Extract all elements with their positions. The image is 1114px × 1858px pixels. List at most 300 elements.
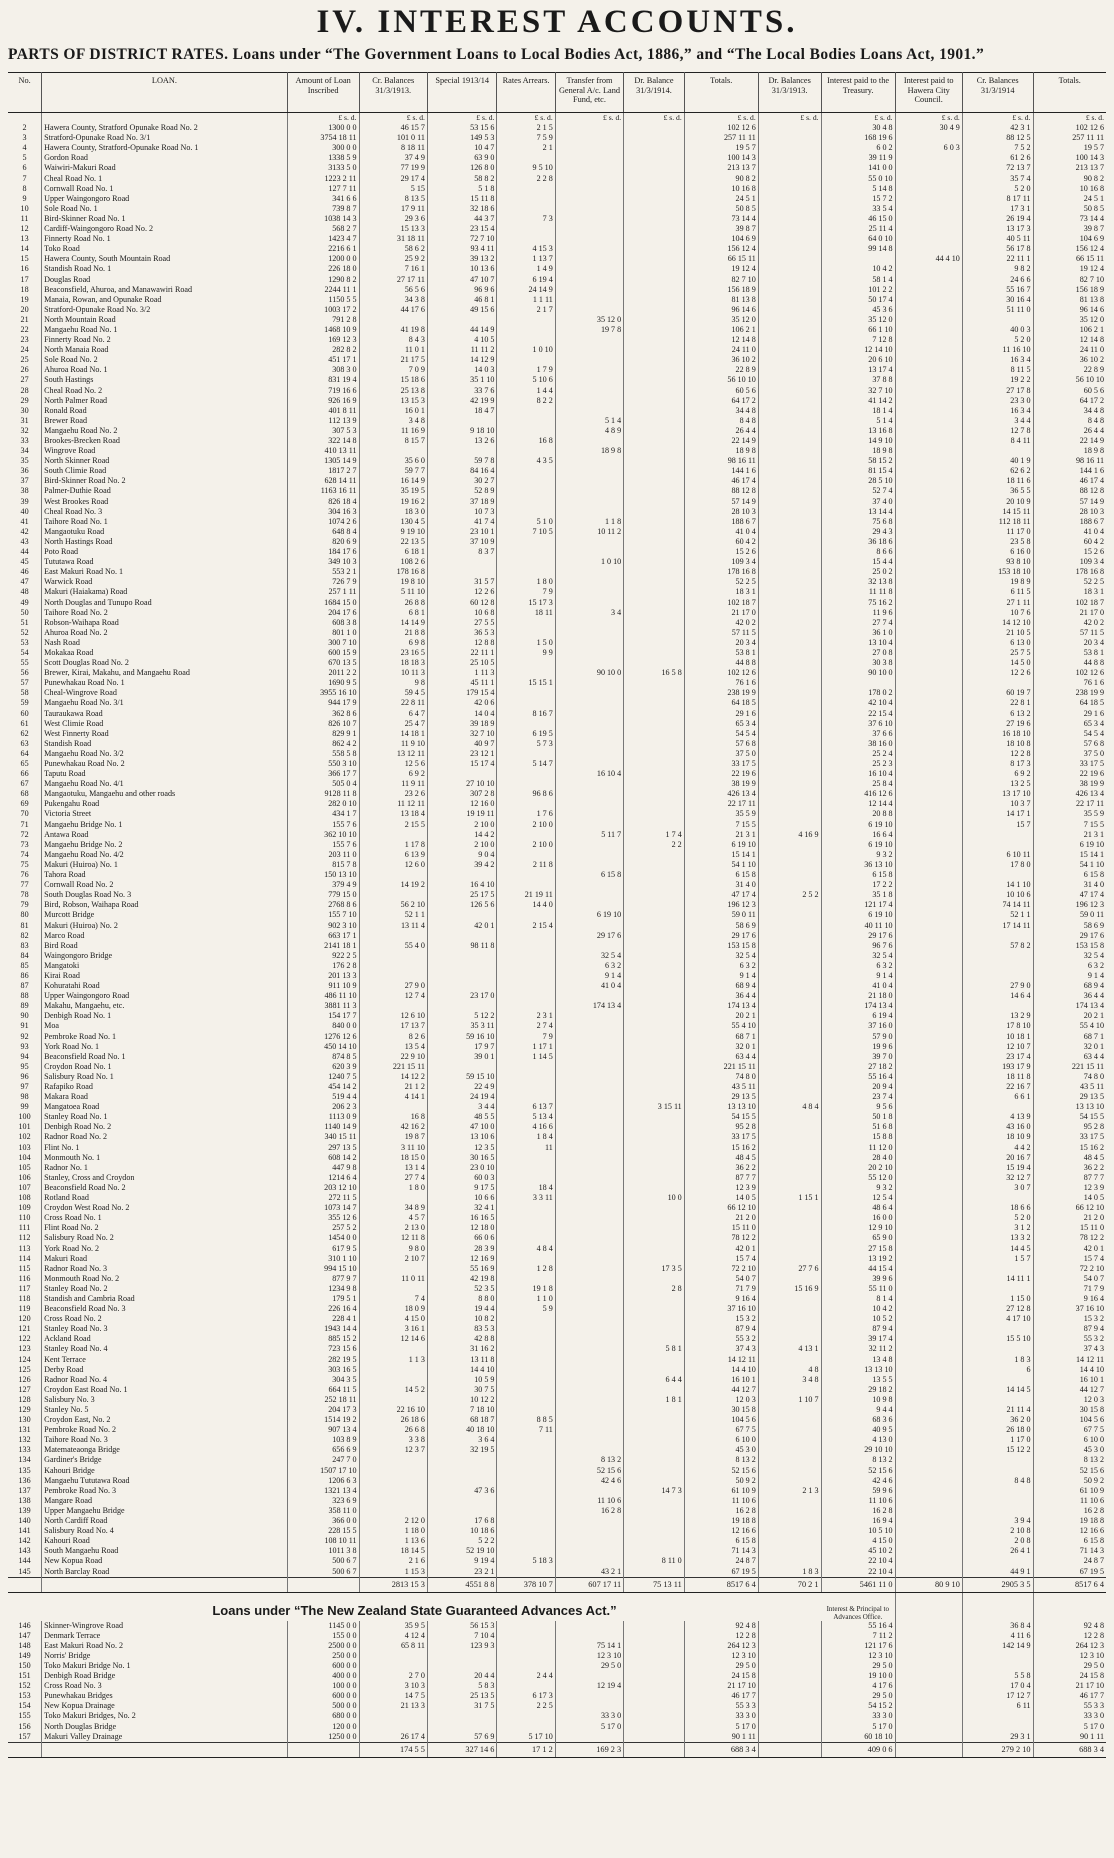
amount-cell: [758, 709, 821, 719]
amount-cell: 12 3 5: [427, 1143, 497, 1153]
amount-cell: 58 1 4: [821, 275, 895, 285]
amount-cell: 14 4 10: [1079, 1364, 1104, 1374]
amount-cell: 10 18 6: [427, 1526, 497, 1536]
amount-cell: 25 4 7: [359, 719, 427, 729]
amount-cell: 282 0 10: [287, 799, 359, 809]
amount-cell: 11: [497, 1143, 555, 1153]
amount-cell: 304 16 3: [287, 507, 359, 517]
loan-name: Bird-Skinner Road No. 1: [42, 214, 288, 224]
amount-cell: 4 13 9: [962, 1112, 1033, 1122]
amount-cell: [758, 577, 821, 587]
row-number: 31: [8, 416, 42, 426]
amount-cell: 15 18 6: [359, 375, 427, 385]
amount-cell: 18 15 0: [359, 1153, 427, 1163]
loan-name: [42, 1742, 288, 1757]
amount-cell: 14 18 1: [359, 729, 427, 739]
amount-cell: 257 11 11: [684, 133, 758, 143]
amount-cell: [497, 1476, 555, 1486]
amount-cell: 1 10 7: [758, 1395, 821, 1405]
amount-cell: 76 1 6: [1083, 678, 1104, 688]
amount-cell: 6 19 10: [821, 840, 895, 850]
amount-cell: [758, 820, 821, 830]
row-number: 52: [8, 628, 42, 638]
amount-cell: [497, 1661, 555, 1671]
amount-cell: 2 15 4: [497, 921, 555, 931]
amount-cell: [962, 840, 1033, 850]
amount-cell: [624, 486, 685, 496]
amount-cell: [624, 224, 685, 234]
amount-cell: 26 6 8: [359, 1425, 427, 1435]
table-row: [8, 991, 1106, 1001]
loan-name: Mangaehu Road No. 2: [42, 426, 288, 436]
amount-cell: 2 7 4: [497, 1021, 555, 1031]
amount-cell: [497, 658, 555, 668]
amount-cell: 56 5 6: [359, 285, 427, 295]
amount-cell: 10 6 8: [427, 608, 497, 618]
amount-cell: 45 3 0: [684, 1445, 758, 1455]
amount-cell: [555, 295, 623, 305]
amount-cell: 19 19 11: [427, 809, 497, 819]
amount-cell: 1003 17 2: [287, 305, 359, 315]
row-number: 146: [8, 1621, 42, 1631]
loan-name: Radnor No. 1: [42, 1163, 288, 1173]
amount-cell: 24 15 8: [1079, 1671, 1104, 1681]
table-row: [8, 133, 1106, 143]
amount-cell: 1206 6 3: [287, 1476, 359, 1486]
loan-name: North Palmer Road: [42, 396, 288, 406]
amount-cell: [758, 598, 821, 608]
amount-cell: 54 0 7: [684, 1274, 758, 1284]
amount-cell: [758, 1274, 821, 1284]
amount-cell: [555, 688, 623, 698]
row-number: 121: [8, 1324, 42, 1334]
amount-cell: [895, 275, 962, 285]
row-number: 125: [8, 1365, 42, 1375]
loan-name: Robson-Waihapa Road: [42, 618, 288, 628]
amount-cell: [895, 1445, 962, 1455]
amount-cell: [895, 961, 962, 971]
amount-cell: 12 7 8: [962, 426, 1033, 436]
loan-name: Punewhakau Road No. 2: [42, 759, 288, 769]
row-number: 94: [8, 1052, 42, 1062]
amount-cell: 12 3 10: [555, 1651, 623, 1661]
table-row: [8, 981, 1106, 991]
amount-cell: [758, 1122, 821, 1132]
loan-name: Monmouth No. 1: [42, 1153, 288, 1163]
amount-cell: 5 17 0: [1083, 1721, 1104, 1731]
amount-cell: 60 5 6: [684, 386, 758, 396]
amount-cell: 10 12 2: [427, 1395, 497, 1405]
amount-cell: 59 7 8: [427, 456, 497, 466]
amount-cell: 44 12 7: [684, 1385, 758, 1395]
amount-cell: 11 9 10: [359, 739, 427, 749]
amount-cell: [758, 285, 821, 295]
loan-name: Flint No. 1: [42, 1143, 288, 1153]
row-number: 12: [8, 224, 42, 234]
amount-cell: 32 19 5: [427, 1445, 497, 1455]
amount-cell: [497, 1213, 555, 1223]
amount-cell: 9 3 2: [821, 1183, 895, 1193]
amount-cell: [555, 1415, 623, 1425]
row-number: 82: [8, 931, 42, 941]
amount-cell: 57 6 9: [427, 1732, 497, 1743]
amount-cell: [962, 1722, 1033, 1732]
loan-name: Moa: [42, 1021, 288, 1031]
amount-cell: [962, 1284, 1033, 1294]
amount-cell: 4 12 4: [359, 1631, 427, 1641]
amount-cell: [895, 749, 962, 759]
table-row: [8, 1092, 1106, 1102]
amount-cell: [497, 446, 555, 456]
amount-cell: [624, 1526, 685, 1536]
amount-cell: 15 11 0: [684, 1223, 758, 1233]
amount-cell: 1240 7 5: [287, 1072, 359, 1082]
amount-cell: 16 18 10: [962, 729, 1033, 739]
amount-cell: 6 4 4: [624, 1375, 685, 1385]
amount-cell: [895, 1526, 962, 1536]
amount-cell: 63 4 4: [684, 1052, 758, 1062]
amount-cell: 4 13 1: [758, 1344, 821, 1354]
amount-cell: 1250 0 0: [287, 1732, 359, 1743]
amount-cell: [359, 1344, 427, 1354]
amount-cell: 37 16 0: [821, 1021, 895, 1031]
row-number: 133: [8, 1445, 42, 1455]
amount-cell: 434 1 7: [287, 809, 359, 819]
amount-cell: [555, 406, 623, 416]
amount-cell: 11 12 0: [821, 1143, 895, 1153]
amount-cell: 27 19 6: [962, 719, 1033, 729]
amount-cell: 65 3 4: [1083, 718, 1104, 728]
amount-cell: [497, 1445, 555, 1455]
row-number: 50: [8, 608, 42, 618]
amount-cell: 39 4 2: [427, 860, 497, 870]
column-header: No.: [8, 73, 42, 113]
amount-cell: 29 17 6: [821, 931, 895, 941]
loan-name: Brewer Road: [42, 416, 288, 426]
row-number: 102: [8, 1132, 42, 1142]
amount-cell: [758, 971, 821, 981]
amount-cell: 68 7 1: [1083, 1031, 1104, 1041]
amount-cell: 42 19 8: [427, 1274, 497, 1284]
amount-cell: 17 8 10: [962, 1021, 1033, 1031]
amount-cell: [624, 1536, 685, 1546]
amount-cell: [555, 476, 623, 486]
amount-cell: [555, 1294, 623, 1304]
amount-cell: 92 4 8: [1083, 1620, 1104, 1630]
amount-cell: 10 11 3: [359, 668, 427, 678]
amount-cell: 10 5 10: [821, 1526, 895, 1536]
amount-cell: [895, 1567, 962, 1578]
amount-cell: 620 3 9: [287, 1062, 359, 1072]
row-number: 35: [8, 456, 42, 466]
amount-cell: [555, 678, 623, 688]
amount-cell: [624, 275, 685, 285]
amount-cell: [497, 325, 555, 335]
table-row: [8, 1661, 1106, 1671]
amount-cell: 7 11 2: [821, 1631, 895, 1641]
amount-cell: [624, 1516, 685, 1526]
amount-cell: 168 19 6: [821, 133, 895, 143]
loan-name: Croydon East Road No. 1: [42, 1385, 288, 1395]
amount-cell: 1507 17 10: [287, 1466, 359, 1476]
amount-cell: 90 10 0: [821, 668, 895, 678]
row-number: 32: [8, 426, 42, 436]
amount-cell: [895, 1001, 962, 1011]
loan-name: Hawera County, Stratford Opunake Road No. 2: [42, 123, 288, 133]
amount-cell: 21 13 3: [359, 1701, 427, 1711]
table-row: [8, 1264, 1106, 1274]
amount-cell: [758, 1445, 821, 1455]
amount-cell: 156 18 9: [684, 285, 758, 295]
amount-cell: [624, 416, 685, 426]
amount-cell: 19 18 8: [684, 1516, 758, 1526]
amount-cell: 6: [962, 1365, 1033, 1375]
loan-name: Standish Road: [42, 739, 288, 749]
table-row: [8, 163, 1106, 173]
amount-cell: [895, 214, 962, 224]
amount-cell: 5 2 0: [962, 184, 1033, 194]
amount-cell: 2 2 8: [497, 174, 555, 184]
row-number: 119: [8, 1304, 42, 1314]
amount-cell: [624, 1355, 685, 1365]
amount-cell: [895, 1355, 962, 1365]
amount-cell: 54 1 10: [684, 860, 758, 870]
amount-cell: 100 14 3: [1075, 153, 1104, 163]
amount-cell: [758, 1415, 821, 1425]
amount-cell: 13 3 2: [962, 1233, 1033, 1243]
amount-cell: 31 7 5: [427, 1701, 497, 1711]
row-number: 15: [8, 254, 42, 264]
amount-cell: [555, 1163, 623, 1173]
amount-cell: 33 3 0: [1083, 1711, 1104, 1721]
amount-cell: [624, 466, 685, 476]
amount-cell: [895, 1274, 962, 1284]
amount-cell: 362 8 6: [287, 709, 359, 719]
amount-cell: [758, 1223, 821, 1233]
amount-cell: 994 15 10: [287, 1264, 359, 1274]
amount-cell: 24 6 6: [962, 275, 1033, 285]
amount-cell: [359, 971, 427, 981]
amount-cell: 39 11 9: [821, 153, 895, 163]
amount-cell: [555, 789, 623, 799]
amount-cell: [895, 658, 962, 668]
currency-unit: £ s. d.: [895, 113, 962, 124]
amount-cell: 3 4 8: [359, 416, 427, 426]
loan-name: Mokakaa Road: [42, 648, 288, 658]
amount-cell: 21 17 0: [684, 608, 758, 618]
amount-cell: 33 17 5: [1079, 759, 1104, 768]
row-number: 104: [8, 1153, 42, 1163]
amount-cell: 72 2 10: [684, 1264, 758, 1274]
amount-cell: 4 3 5: [497, 456, 555, 466]
amount-cell: 27 9 0: [962, 981, 1033, 991]
amount-cell: 14 5 2: [359, 1385, 427, 1395]
amount-cell: 52 15 6: [821, 1466, 895, 1476]
row-number: 96: [8, 1072, 42, 1082]
amount-cell: 21 2 0: [1083, 1213, 1104, 1223]
totals-row: [8, 1577, 1106, 1592]
amount-cell: [895, 1365, 962, 1375]
amount-cell: [555, 365, 623, 375]
amount-cell: 341 6 6: [287, 194, 359, 204]
amount-cell: 18 3 0: [359, 507, 427, 517]
loan-name: Scott Douglas Road No. 2: [42, 658, 288, 668]
amount-cell: [895, 809, 962, 819]
row-number: 81: [8, 921, 42, 931]
amount-cell: 7 15 5: [684, 820, 758, 830]
amount-cell: [895, 719, 962, 729]
amount-cell: 21 11 4: [962, 1405, 1033, 1415]
amount-cell: 505 0 4: [287, 779, 359, 789]
amount-cell: 6 3 2: [1087, 960, 1104, 970]
amount-cell: [555, 234, 623, 244]
amount-cell: [895, 648, 962, 658]
amount-cell: 739 8 7: [287, 204, 359, 214]
amount-cell: 72 2 10: [1079, 1263, 1104, 1273]
amount-cell: 58 6 9: [1083, 920, 1104, 930]
amount-cell: [895, 1661, 962, 1671]
amount-cell: 90 1 11: [684, 1732, 758, 1743]
amount-cell: 66 1 10: [821, 325, 895, 335]
amount-cell: [624, 577, 685, 587]
amount-cell: 12 9 10: [821, 1223, 895, 1233]
amount-cell: [624, 1661, 685, 1671]
amount-cell: [624, 174, 685, 184]
amount-cell: [427, 971, 497, 981]
amount-cell: 5 17 0: [684, 1722, 758, 1732]
row-number: 132: [8, 1435, 42, 1445]
amount-cell: 42 0 2: [1083, 617, 1104, 627]
amount-cell: 17 1 2: [497, 1742, 555, 1757]
amount-cell: 81 13 8: [1079, 294, 1104, 304]
amount-cell: 71 7 9: [684, 1284, 758, 1294]
amount-cell: 33 17 5: [1079, 1132, 1104, 1142]
row-number: 106: [8, 1173, 42, 1183]
loan-name: West Climie Road: [42, 719, 288, 729]
amount-cell: 15 7 2: [821, 194, 895, 204]
amount-cell: 2244 11 1: [287, 285, 359, 295]
amount-cell: 16 2 8: [555, 1506, 623, 1516]
amount-cell: [758, 123, 821, 133]
loan-name: Finnerty Road No. 1: [42, 234, 288, 244]
amount-cell: 9 17 5: [427, 1183, 497, 1193]
table-row: [8, 1732, 1106, 1743]
table-row: [8, 1445, 1106, 1455]
amount-cell: 3 4: [555, 608, 623, 618]
amount-cell: [758, 1455, 821, 1465]
amount-cell: 108 2 6: [359, 557, 427, 567]
amount-cell: 32 5 4: [821, 951, 895, 961]
row-number: 140: [8, 1516, 42, 1526]
amount-cell: [758, 931, 821, 941]
amount-cell: 17 12 7: [962, 1691, 1033, 1701]
amount-cell: [497, 537, 555, 547]
loan-name: Marco Road: [42, 931, 288, 941]
amount-cell: 558 5 8: [287, 749, 359, 759]
amount-cell: 5 17 0: [555, 1722, 623, 1732]
row-number: 68: [8, 789, 42, 799]
table-header: [8, 73, 1106, 113]
amount-cell: 8 8 5: [497, 1415, 555, 1425]
amount-cell: 2 12 0: [359, 1516, 427, 1526]
amount-cell: [895, 1032, 962, 1042]
amount-cell: 12 0 3: [684, 1395, 758, 1405]
amount-cell: 247 7 0: [287, 1455, 359, 1465]
amount-cell: [895, 476, 962, 486]
amount-cell: 55 16 9: [427, 1264, 497, 1274]
amount-cell: 13 19 2: [821, 1254, 895, 1264]
amount-cell: [895, 759, 962, 769]
amount-cell: 58 15 2: [821, 456, 895, 466]
amount-cell: [624, 1324, 685, 1334]
amount-cell: 14 4 10: [427, 1365, 497, 1375]
amount-cell: [624, 981, 685, 991]
amount-cell: 15 4 4: [821, 557, 895, 567]
table-row: [8, 1567, 1106, 1578]
amount-cell: 60 4 2: [684, 537, 758, 547]
amount-cell: 73 14 4: [684, 214, 758, 224]
amount-cell: 12 5 4: [821, 1193, 895, 1203]
amount-cell: [427, 961, 497, 971]
table-row: [8, 285, 1106, 295]
amount-cell: [497, 406, 555, 416]
amount-cell: 9 1 4: [555, 971, 623, 981]
amount-cell: 327 14 6: [427, 1742, 497, 1757]
amount-cell: 14 1 10: [962, 880, 1033, 890]
amount-cell: 203 12 10: [287, 1183, 359, 1193]
amount-cell: 27 12 8: [962, 1304, 1033, 1314]
loan-name: Mangaehu Road No. 3/1: [42, 698, 288, 708]
amount-cell: 66 0 6: [427, 1233, 497, 1243]
amount-cell: [497, 1641, 555, 1651]
amount-cell: 3 4 4: [427, 1102, 497, 1112]
amount-cell: 121 17 4: [821, 900, 895, 910]
amount-cell: [758, 1173, 821, 1183]
amount-cell: [555, 1254, 623, 1264]
amount-cell: 31 5 7: [427, 577, 497, 587]
amount-cell: [758, 779, 821, 789]
currency-unit: £ s. d.: [684, 113, 758, 124]
amount-cell: 60 12 8: [427, 598, 497, 608]
table-row: [8, 345, 1106, 355]
table-row: [8, 315, 1106, 325]
amount-cell: [497, 941, 555, 951]
amount-cell: [497, 153, 555, 163]
amount-cell: [624, 870, 685, 880]
amount-cell: 12 6 10: [359, 1011, 427, 1021]
amount-cell: 98 16 11: [684, 456, 758, 466]
amount-cell: 8 4 8: [962, 1476, 1033, 1486]
amount-cell: 2 1 5: [497, 123, 555, 133]
amount-cell: 55 3 2: [684, 1334, 758, 1344]
amount-cell: 50 8 5: [684, 204, 758, 214]
amount-cell: [555, 809, 623, 819]
amount-cell: [497, 1536, 555, 1546]
amount-cell: 16 2 8: [1083, 1505, 1104, 1515]
amount-cell: [895, 820, 962, 830]
amount-cell: [624, 325, 685, 335]
amount-cell: [555, 1375, 623, 1385]
amount-cell: 52 8 9: [427, 486, 497, 496]
amount-cell: 47 17 4: [1079, 890, 1104, 900]
amount-cell: [555, 1052, 623, 1062]
amount-cell: [497, 628, 555, 638]
amount-cell: [555, 749, 623, 759]
amount-cell: 26 8 8: [359, 598, 427, 608]
row-number: 53: [8, 638, 42, 648]
amount-cell: 96 14 6: [684, 305, 758, 315]
amount-cell: 42 8 8: [427, 1334, 497, 1344]
